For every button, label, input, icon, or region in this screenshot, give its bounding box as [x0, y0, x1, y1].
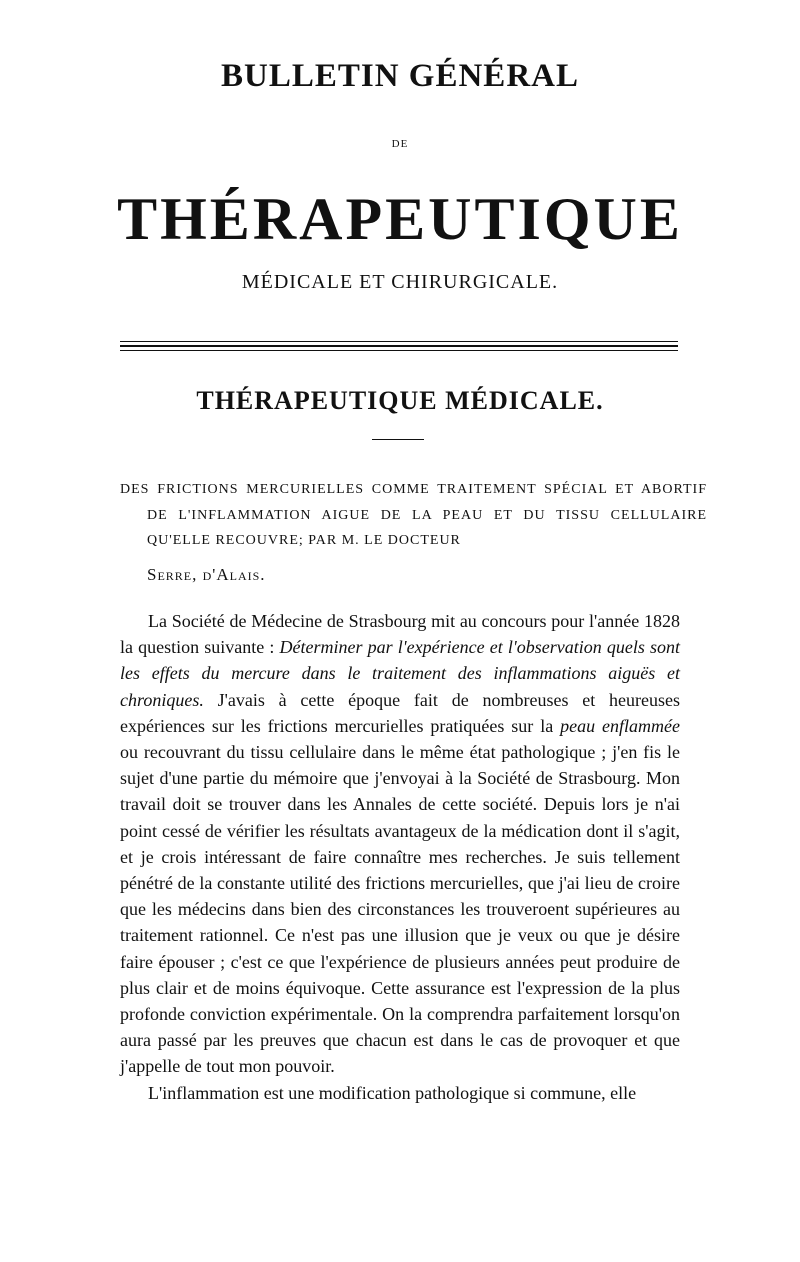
body-paragraph-2: L'inflammation est une modification pathologique si commune, elle: [148, 1082, 637, 1103]
article-author: Serre, d'Alais.: [147, 565, 266, 584]
section-title: THÉRAPEUTIQUE MÉDICALE.: [196, 386, 604, 415]
article-heading: DES FRICTIONS MERCURIELLES COMME TRAITEMENT SPÉCIAL ET ABORTIF DE L'INFLAMMATION AIGUE DE LA PEAU ET DU TISSU CELLULAIRE QU'ELLE RECOUVRE; PAR M. LE DOCTEUR: [120, 482, 707, 548]
header-rule-thick: [120, 345, 678, 347]
italic-run: peau enflammée: [560, 715, 680, 736]
journal-title: BULLETIN GÉNÉRAL: [220, 58, 579, 94]
body-paragraph-1: [120, 608, 680, 1080]
text-run: La Société de Médecine de Strasbourg mit au concours pour l'année 1828 la question suivante :: [120, 611, 680, 658]
journal-title-connector: DE: [391, 138, 409, 150]
article-body: [120, 608, 680, 1106]
header-rule-thin-bottom: [120, 350, 678, 351]
journal-subtitle: MÉDICALE ET CHIRURGICALE.: [241, 271, 559, 293]
journal-main-title: THÉRAPEUTIQUE: [117, 186, 683, 252]
text-run: ou recouvrant du tissu cellulaire dans le même état pathologique ; j'en fis le sujet d'une partie du mémoire que j'envoyai à la Société de Strasbourg. Mon travail doit se trouver dans les Annales de cette société. Depuis lors je n'ai point cessé de vérifier les résultats avantageux de la médication dont il s'agit, et je crois intéressant de faire connaître mes recherches. Je suis tellement pénétré de la constante utilité des frictions mercurielles, que j'ai lieu de croire que les médecins dans bien des circonstances les trouveroent supérieures au traitement rationnel. Ce n'est pas une illusion que je veux ou que je désire faire épouser ; c'est ce que l'expérience de plusieurs années peut produire de plus clair et de moins équivoque. Cette assurance est l'expression de la plus profonde conviction expérimentale. On la comprendra parfaitement lorsqu'on aura passé par les preuves que chacun est dans le cas de provoquer et que j'appelle de tout mon pouvoir.: [120, 742, 680, 1077]
text-run: J'avais à cette époque fait de nombreuses et heureuses expériences sur les frictions mercurielles pratiquées sur la: [120, 689, 680, 736]
header-rule-thin-top: [120, 341, 678, 342]
section-divider: [372, 439, 424, 440]
italic-run: Déterminer par l'expérience et l'observation quels sont les effets du mercure dans le traitement des inflammations aiguës et chroniques.: [120, 637, 680, 710]
